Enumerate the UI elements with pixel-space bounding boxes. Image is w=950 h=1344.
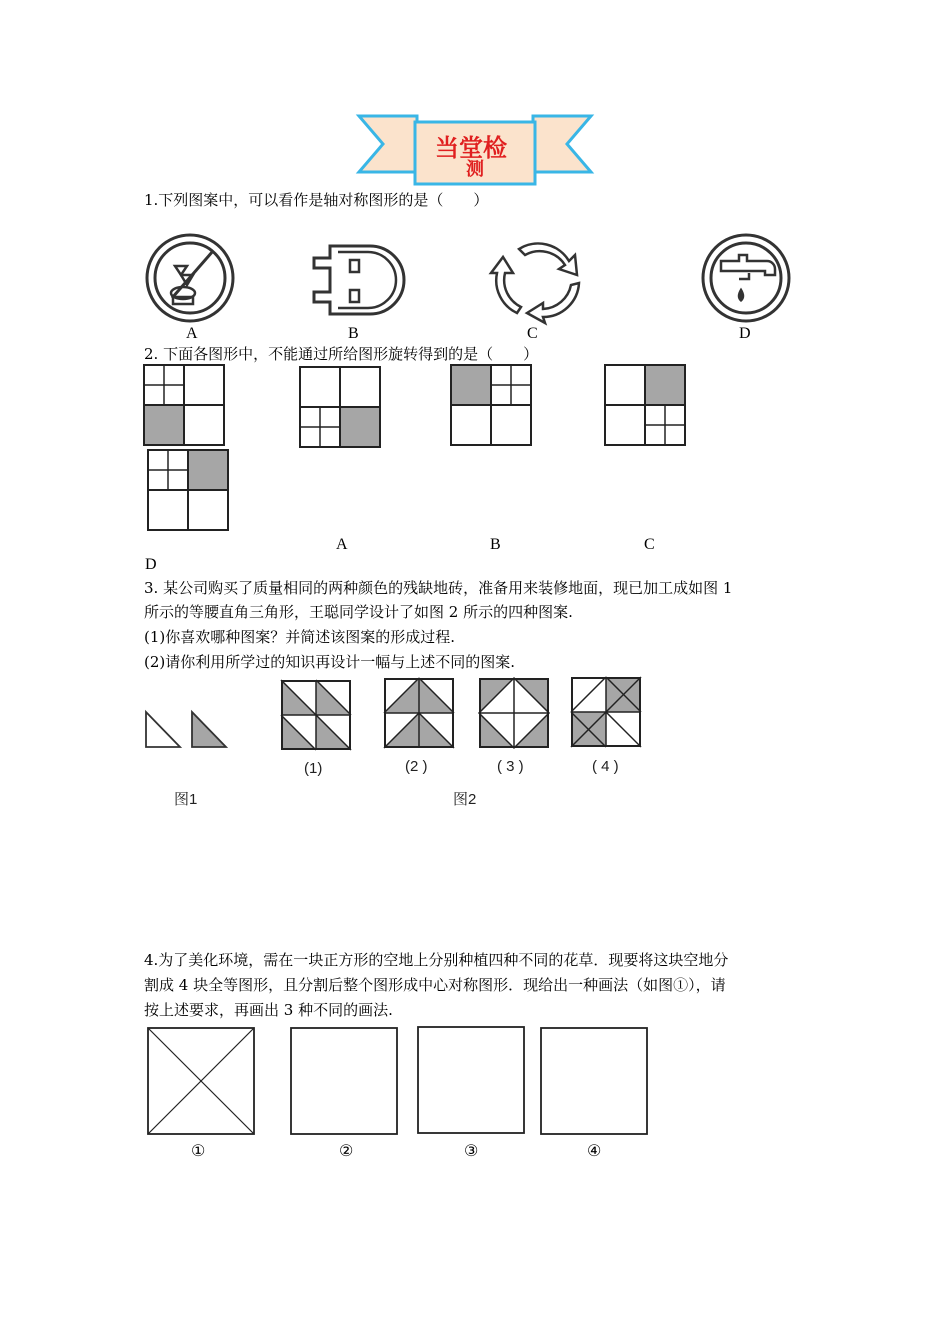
- q1-option-c-figure: [491, 235, 586, 325]
- q4-label-3: ③: [464, 1143, 479, 1160]
- q4-square-3: [417, 1026, 525, 1134]
- q2-option-b-label: B: [490, 536, 501, 553]
- q2-option-c-label: C: [644, 536, 655, 553]
- q4-square-4: [540, 1027, 648, 1135]
- q3-fig2-label-1: (1): [304, 760, 323, 777]
- q1-text: 1.下列图案中，可以看作是轴对称图形的是（ ）: [144, 191, 489, 209]
- q4-text-line3: 按上述要求，再画出 3 种不同的画法.: [144, 1001, 393, 1019]
- q1-option-d-label: D: [739, 325, 751, 342]
- q1-option-b-figure: [310, 242, 410, 318]
- q3-text-line1: 3. 某公司购买了质量相同的两种颜色的残缺地砖，准备用来装修地面，现已加工成如图 1: [144, 579, 733, 597]
- q1-option-d-figure: [701, 233, 791, 323]
- q4-square-1: [147, 1027, 255, 1135]
- q3-fig2-pattern-3: [479, 678, 549, 748]
- q3-subquestion-1: (1)你喜欢哪种图案？并简述该图案的形成过程.: [144, 628, 456, 646]
- q2-option-d-label: D: [145, 556, 157, 573]
- q3-fig2-pattern-1: [281, 680, 351, 750]
- q2-text: 2. 下面各图形中，不能通过所给图形旋转得到的是（ ）: [144, 345, 539, 363]
- q2-figure-2: [299, 366, 381, 448]
- q2-figure-5: [147, 449, 229, 531]
- q4-label-4: ④: [587, 1143, 602, 1160]
- q3-fig2-caption: 图2: [453, 791, 477, 808]
- q1-option-a-label: A: [186, 325, 198, 342]
- q1-option-a-figure: [145, 233, 235, 323]
- q3-fig2-label-4: ( 4 ): [592, 758, 619, 775]
- q3-fig1-caption: 图1: [174, 791, 198, 808]
- q4-label-1: ①: [191, 1143, 206, 1160]
- q2-figure-4: [604, 364, 686, 446]
- q3-text-line2: 所示的等腰直角三角形，王聪同学设计了如图 2 所示的四种图案.: [144, 603, 573, 621]
- q3-fig1-triangles: [144, 710, 228, 750]
- q1-option-b-label: B: [348, 325, 359, 342]
- banner-title: 当堂检: [435, 134, 507, 162]
- q4-label-2: ②: [339, 1143, 354, 1160]
- q4-text-line1: 4.为了美化环境，需在一块正方形的空地上分别种植四种不同的花草．现要将这块空地分: [144, 951, 729, 969]
- q4-square-2: [290, 1027, 398, 1135]
- q3-subquestion-2: (2)请你利用所学过的知识再设计一幅与上述不同的图案.: [144, 653, 516, 671]
- banner-title-line2: 测: [466, 159, 484, 180]
- q3-fig2-label-3: ( 3 ): [497, 758, 524, 775]
- q3-fig2-pattern-2: [384, 678, 454, 748]
- q1-option-c-label: C: [527, 325, 538, 342]
- q4-text-line2: 割成 4 块全等图形，且分割后整个图形成中心对称图形．现给出一种画法（如图①），请: [144, 976, 726, 994]
- q3-fig2-pattern-4: [571, 677, 641, 747]
- q2-option-a-label: A: [336, 536, 348, 553]
- q2-figure-3: [450, 364, 532, 446]
- q3-fig2-label-2: (2 ): [405, 758, 428, 775]
- q2-given-figure: [143, 364, 225, 446]
